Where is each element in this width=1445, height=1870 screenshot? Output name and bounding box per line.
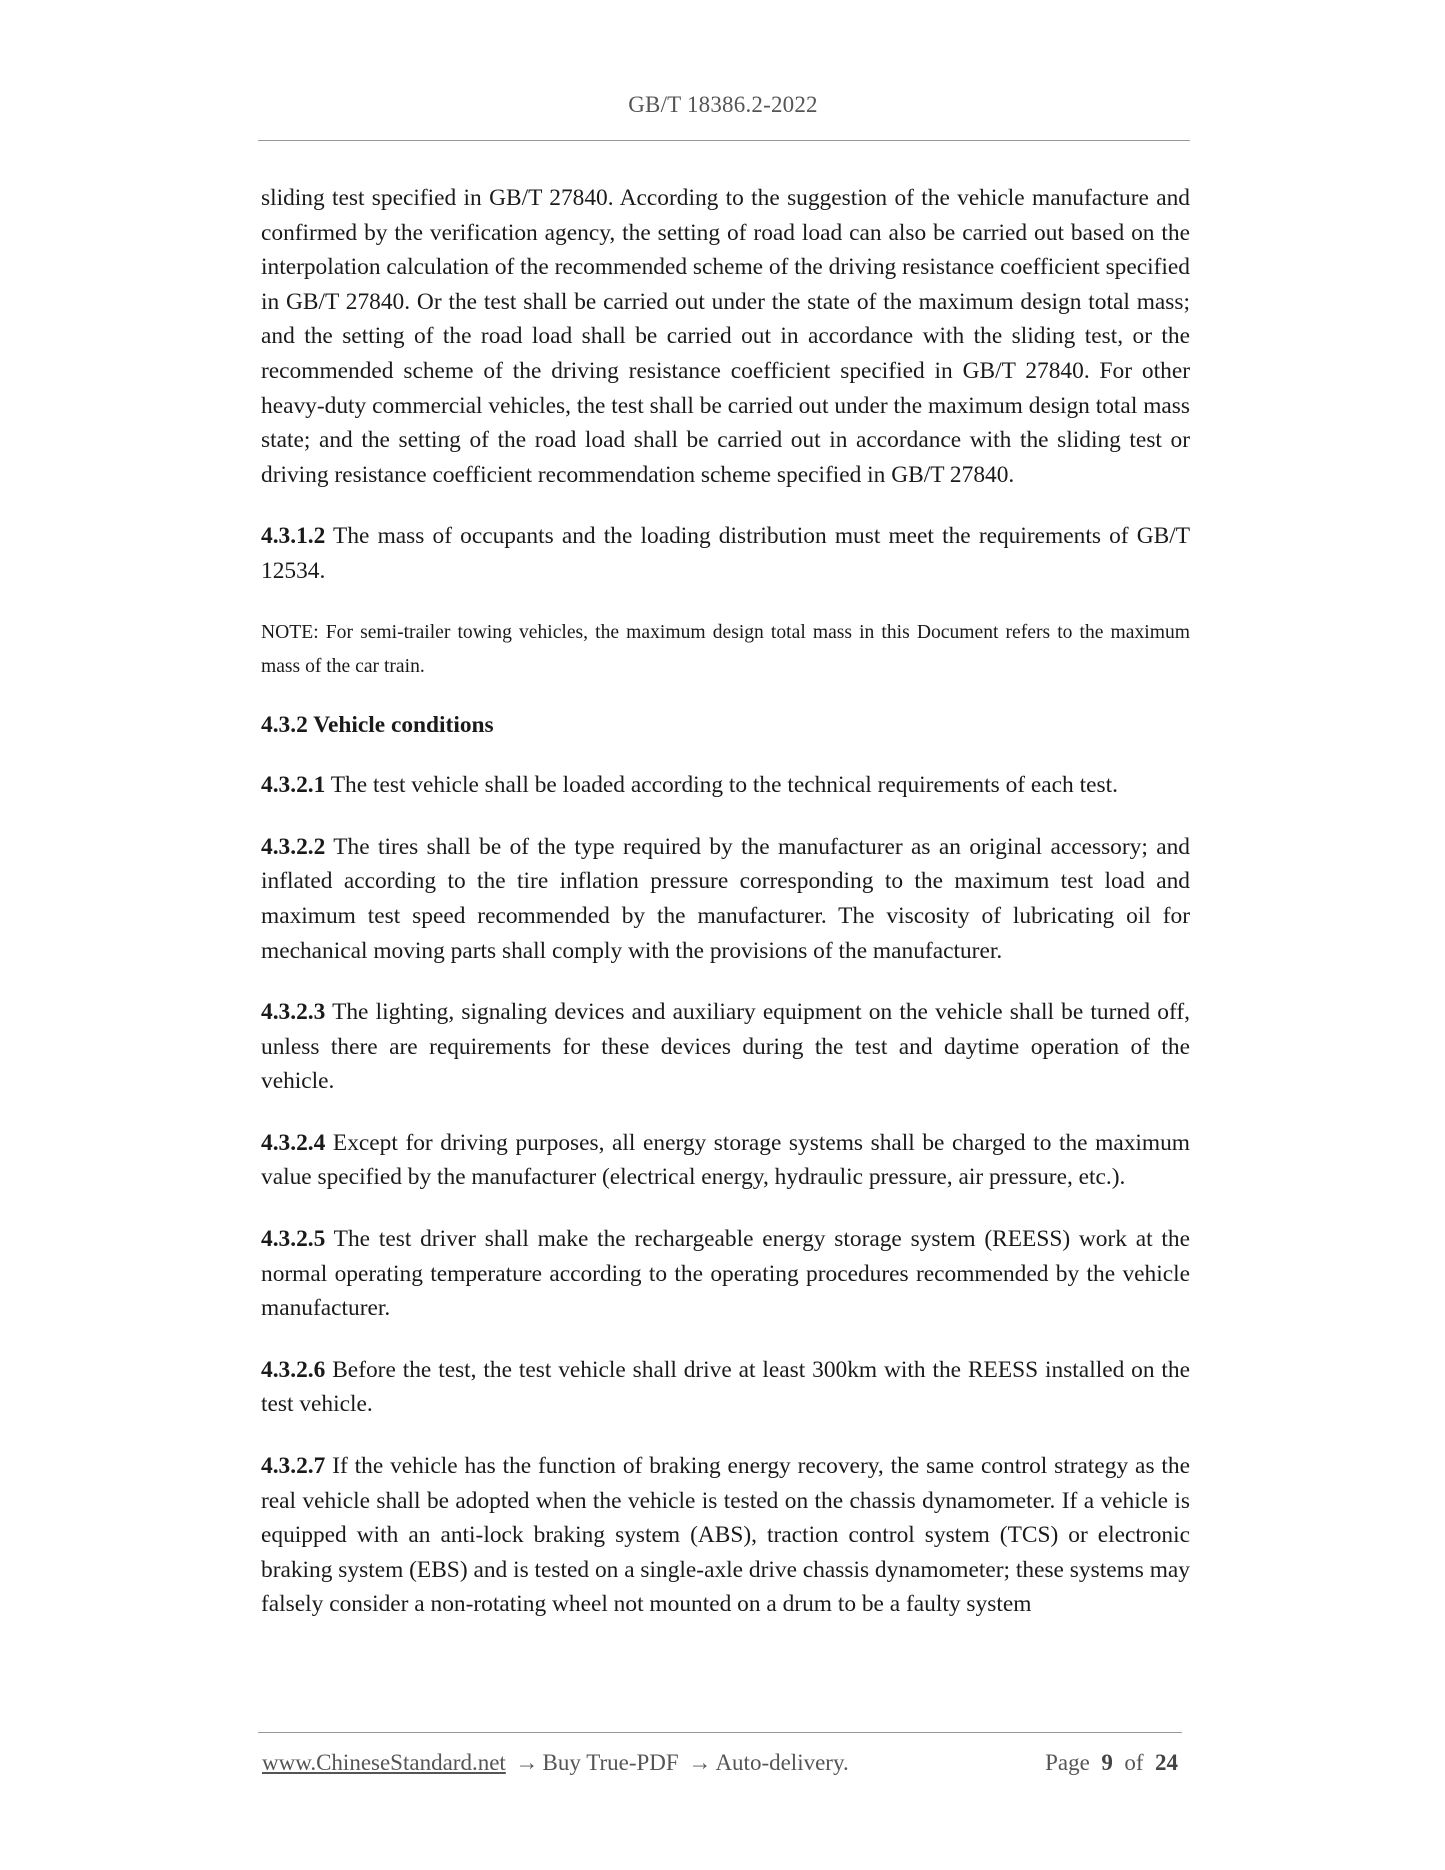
buy-pdf-text: Buy True-PDF [542,1750,679,1775]
clause-text: The mass of occupants and the loading distribution must meet the requirements of GB/T 12534. [261,523,1190,584]
of-label: of [1124,1750,1144,1775]
auto-delivery-text: Auto-delivery. [715,1750,849,1775]
page-total: 24 [1155,1750,1178,1775]
clause-number: 4.3.2.6 [261,1356,326,1383]
clause-number: 4.3.1.2 [261,523,326,550]
clause-4-3-1-2 [261,519,1190,588]
page-counter [1045,1750,1178,1776]
page-header: GB/T 18386.2-2022 [628,92,818,117]
footer-divider [258,1732,1182,1733]
section-heading-4-3-2: 4.3.2 Vehicle conditions [261,711,494,738]
note: NOTE: For semi-trailer towing vehicles, the maximum design total mass in this Document refers to the maximum mass of the car train. [261,621,1190,677]
clause-text: The lighting, signaling devices and auxiliary equipment on the vehicle shall be turned off, unless there are requirements for these devices during the test and daytime operation of the vehicle. [261,999,1190,1095]
clause-4-3-2-1 [261,768,1190,803]
clause-text: Before the test, the test vehicle shall drive at least 300km with the REESS installed on the test vehicle. [261,1356,1190,1418]
page-label: Page [1045,1750,1090,1775]
clause-text: The tires shall be of the type required by the manufacturer as an original accessory; and inflated according to the tire inflation pressure corresponding to the maximum test load and maximum test speed recommended by the manufacturer. The viscosity of lubricating oil for mechanical moving parts shall comply with the provisions of the manufacturer. [261,833,1190,964]
website-link[interactable]: www.ChineseStandard.net [262,1750,506,1775]
clause-4-3-2-5 [261,1222,1190,1326]
clause-number: 4.3.2.1 [261,772,326,799]
clause-text: The test driver shall make the rechargeable energy storage system (REESS) work at the normal operating temperature according to the operating procedures recommended by the vehicle manufacturer. [261,1226,1190,1322]
clause-number: 4.3.2.7 [261,1453,326,1480]
arrow-right-icon: → [515,1750,539,1775]
footer-left [262,1750,849,1776]
header-divider [258,140,1190,141]
document-body [261,181,1190,1649]
clause-4-3-2-4 [261,1126,1190,1195]
clause-text: Except for driving purposes, all energy storage systems shall be charged to the maximum value specified by the manufacturer (electrical energy, hydraulic pressure, air pressure, etc.). [261,1129,1190,1191]
clause-4-3-2-3 [261,995,1190,1099]
paragraph-continuation: sliding test specified in GB/T 27840. According to the suggestion of the vehicle manufacture and confirmed by the verification agency, the setting of road load can also be carried out based on the interpolation calculation of the recommended scheme of the driving resistance coefficient specified in GB/T 27840. Or the test shall be carried out under the state of the maximum design total mass; and the setting of the road load shall be carried out in accordance with the sliding test, or the recommended scheme of the driving resistance coefficient specified in GB/T 27840. For other heavy-duty commercial vehicles, the test shall be carried out under the maximum design total mass state; and the setting of the road load shall be carried out in accordance with the sliding test or driving resistance coefficient recommendation scheme specified in GB/T 27840. [261,185,1190,488]
arrow-right-icon: → [688,1750,712,1775]
clause-number: 4.3.2.5 [261,1226,326,1253]
clause-text: The test vehicle shall be loaded according to the technical requirements of each test. [325,772,1118,799]
clause-4-3-2-6 [261,1353,1190,1422]
page-number: 9 [1101,1750,1113,1775]
clause-number: 4.3.2.2 [261,833,326,860]
clause-4-3-2-2 [261,830,1190,968]
clause-number: 4.3.2.3 [261,999,326,1026]
clause-number: 4.3.2.4 [261,1129,326,1156]
clause-4-3-2-7 [261,1449,1190,1622]
clause-text: If the vehicle has the function of braking energy recovery, the same control strategy as the real vehicle shall be adopted when the vehicle is tested on the chassis dynamometer. If a vehicle is equipped with an anti-lock braking system (ABS), traction control system (TCS) or electronic braking system (EBS) and is tested on a single-axle drive chassis dynamometer; these systems may falsely consider a non-rotating wheel not mounted on a drum to be a faulty system [261,1453,1190,1618]
